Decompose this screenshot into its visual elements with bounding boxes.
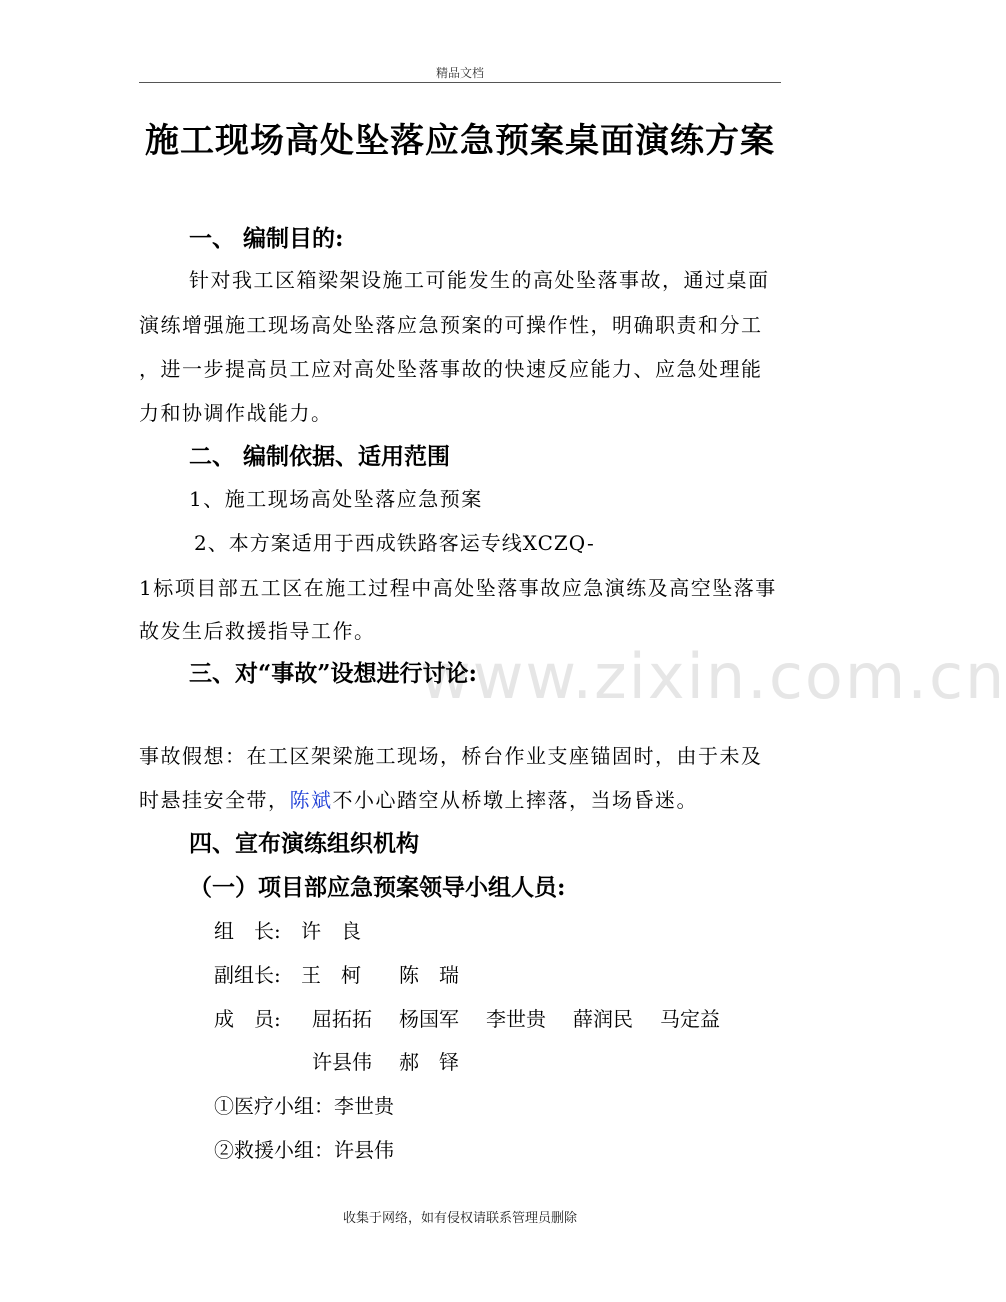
section-3-text: 时悬挂安全带， [139,788,290,812]
member-name: 薛润民 [573,1007,633,1031]
vice-leader-label: 副组长: [214,963,281,987]
header-rule [139,82,781,83]
person-name-link: 陈斌 [289,788,333,812]
section-2-item-2-cont: 故发生后救援指导工作。 [139,619,376,643]
rescue-group: ②救援小组：许县伟 [214,1138,394,1162]
section-2-item-2: 2、本方案适用于西成铁路客运专线XCZQ- [194,531,595,555]
section-3-line [139,784,698,813]
section-2-item-2-cont: 1标项目部五工区在施工过程中高处坠落事故应急演练及高空坠落事 [139,576,777,600]
section-4-heading: 四、宣布演练组织机构 [189,830,419,857]
section-1-line: 力和协调作战能力。 [139,401,333,425]
section-1-line: 针对我工区箱梁架设施工可能发生的高处坠落事故，通过桌面 [189,268,770,292]
section-3-heading: 三、对“事故”设想进行讨论: [189,660,477,687]
members-label: 成 员: [214,1007,281,1031]
vice-leader-name: 陈 瑞 [399,963,459,987]
section-3-text: 不小心踏空从桥墩上摔落，当场昏迷。 [332,788,698,812]
member-name: 李世贵 [486,1007,546,1031]
section-1-heading: 一、 编制目的: [189,225,344,252]
page-header: 精品文档 [435,66,484,80]
section-2-item-1: 1、施工现场高处坠落应急预案 [189,487,483,511]
section-4-subheading: （一）项目部应急预案领导小组人员: [189,874,566,901]
member-name: 屈拓拓 [312,1007,372,1031]
section-3-line: 事故假想：在工区架梁施工现场，桥台作业支座锚固时，由于未及 [139,744,763,768]
document-title: 施工现场高处坠落应急预案桌面演练方案 [145,121,775,161]
member-name: 许县伟 [312,1050,372,1074]
leader-label: 组 长: [214,919,281,943]
watermark: www.zixin.com.cn [420,640,1006,713]
leader-name: 许 良 [301,919,361,943]
section-2-heading: 二、 编制依据、适用范围 [189,443,451,470]
vice-leader-name: 王 柯 [301,963,361,987]
section-1-line: ，进一步提高员工应对高处坠落事故的快速反应能力、应急处理能 [139,357,763,381]
section-1-line: 演练增强施工现场高处坠落应急预案的可操作性，明确职责和分工 [139,313,763,337]
member-name: 郝 铎 [399,1050,459,1074]
page-footer: 收集于网络，如有侵权请联系管理员删除 [342,1211,577,1226]
medical-group: ①医疗小组：李世贵 [214,1094,394,1118]
member-name: 马定益 [660,1007,720,1031]
member-name: 杨国军 [399,1007,459,1031]
